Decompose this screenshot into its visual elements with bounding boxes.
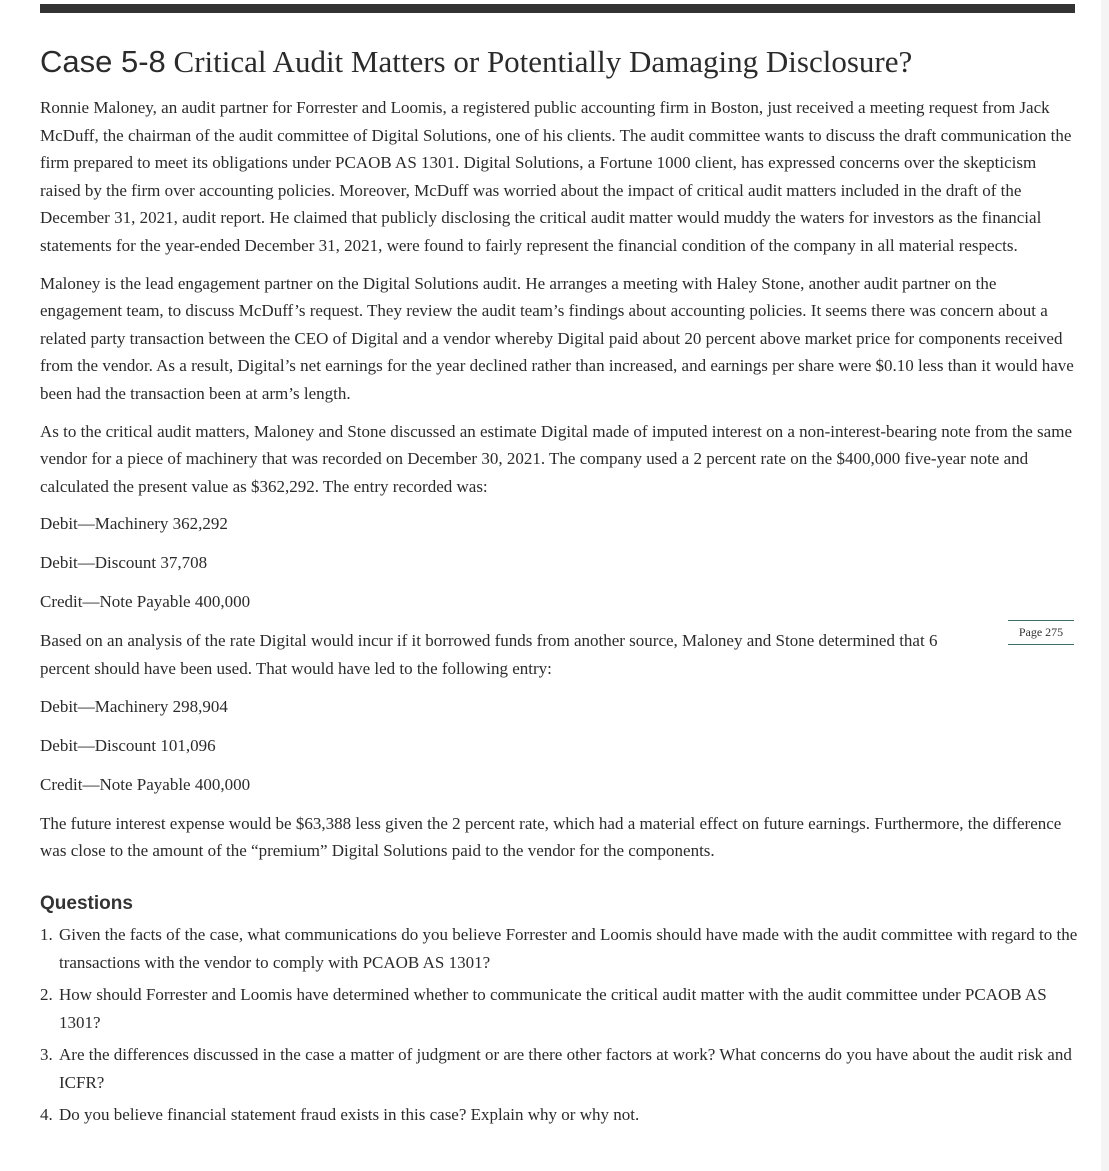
question-text: Given the facts of the case, what communications do you believe Forrester and Loomis should have made with the audit committee with regard to the transactions with the vendor to comply with PCAOB AS 1301? <box>59 924 1078 972</box>
paragraph-rate-analysis-wrap <box>40 627 1080 682</box>
question-item <box>40 981 1080 1037</box>
question-number: 3. <box>40 1044 53 1064</box>
journal-entry-line: Credit—Note Payable 400,000 <box>40 774 251 794</box>
paragraph-rate-analysis: Based on an analysis of the rate Digital would incur if it borrowed funds from another source, Maloney and Stone determined that 6 percent should have been used. That would have led to the following entry: <box>40 631 938 678</box>
questions-heading: Questions <box>40 892 133 914</box>
paragraph-interest-expense: The future interest expense would be $63,388 less given the 2 percent rate, which had a material effect on future earnings. Furthermore, the difference was close to the amount of the “premium” Digital Solutions paid to the vendor for the components. <box>40 813 1062 861</box>
case-content <box>40 40 1080 1133</box>
top-rule <box>40 4 1075 13</box>
question-number: 2. <box>40 984 53 1004</box>
questions-list <box>40 921 1080 1129</box>
paragraph-intro: Ronnie Maloney, an audit partner for Forrester and Loomis, a registered public accounting firm in Boston, just received a meeting request from Jack McDuff, the chairman of the audit committee of Digital Solutions, one of his clients. The audit committee wants to discuss the draft communication the firm prepared to meet its obligations under PCAOB AS 1301. Digital Solutions, a Fortune 1000 client, has expressed concerns over the skepticism raised by the firm over accounting policies. Moreover, McDuff was worried about the impact of critical audit matters included in the draft of the December 31, 2021, audit report. He claimed that publicly disclosing the critical audit matter would muddy the waters for investors as the financial statements for the year-ended December 31, 2021, were found to fairly represent the financial condition of the company in all material respects. <box>40 98 1072 255</box>
question-text: Are the differences discussed in the case a matter of judgment or are there other factors at work? What concerns do you have about the audit risk and ICFR? <box>59 1044 1072 1092</box>
paragraph-related-party: Maloney is the lead engagement partner on the Digital Solutions audit. He arranges a meeting with Haley Stone, another audit partner on the engagement team, to discuss McDuff’s request. They review the audit team’s findings about accounting policies. It seems there was concern about a related party transaction between the CEO of Digital and a vendor whereby Digital paid about 20 percent above market price for components received from the vendor. As a result, Digital’s net earnings for the year declined rather than increased, and earnings per share were $0.10 less than it would have been had the transaction been at arm’s length. <box>40 273 1074 403</box>
paragraph-critical-audit-matters: As to the critical audit matters, Maloney and Stone discussed an estimate Digital made of imputed interest on a non-interest-bearing note from the same vendor for a piece of machinery that was recorded on December 30, 2021. The company used a 2 percent rate on the $400,000 five-year note and calculated the present value as $362,292. The entry recorded was: <box>40 421 1072 496</box>
question-number: 4. <box>40 1104 53 1124</box>
journal-entry-line: Debit—Discount 37,708 <box>40 553 208 573</box>
question-item <box>40 921 1080 977</box>
page-scrollbar[interactable] <box>1101 0 1109 1171</box>
journal-entry-line: Debit—Discount 101,096 <box>40 735 216 755</box>
question-item <box>40 1041 1080 1097</box>
journal-entry-line: Debit—Machinery 362,292 <box>40 514 228 534</box>
case-title <box>40 40 1080 84</box>
question-item <box>40 1101 1080 1129</box>
question-text: Do you believe financial statement fraud exists in this case? Explain why or why not. <box>59 1104 640 1124</box>
case-name: Critical Audit Matters or Potentially Damaging Disclosure? <box>173 44 913 79</box>
journal-entry-line: Credit—Note Payable 400,000 <box>40 592 251 612</box>
case-number: Case 5-8 <box>40 44 166 79</box>
journal-entry-line: Debit—Machinery 298,904 <box>40 696 228 716</box>
question-text: How should Forrester and Loomis have determined whether to communicate the critical audit matter with the audit committee under PCAOB AS 1301? <box>59 984 1047 1032</box>
page-marker: Page 275 <box>1008 620 1074 645</box>
question-number: 1. <box>40 924 53 944</box>
